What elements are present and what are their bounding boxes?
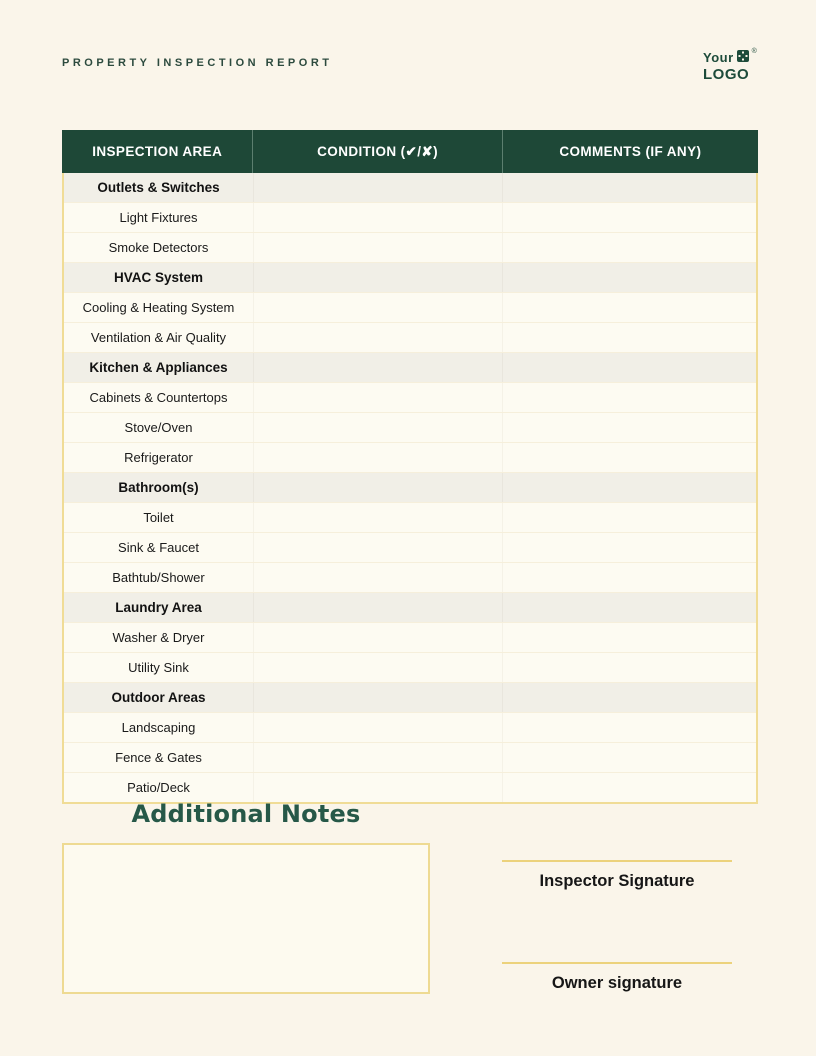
column-header-comments: COMMENTS (IF ANY) [502, 130, 758, 173]
inspection-area-cell: Landscaping [121, 720, 196, 735]
inspection-table [62, 130, 758, 804]
inspection-area-cell: Outlets & Switches [97, 180, 220, 195]
inspector-signature-block [502, 860, 732, 891]
comments-cell[interactable] [502, 173, 756, 202]
table-body [64, 173, 756, 802]
inspection-area-cell: Bathroom(s) [118, 480, 199, 495]
comments-cell[interactable] [502, 713, 756, 742]
condition-cell[interactable] [253, 323, 502, 352]
comments-cell[interactable] [502, 623, 756, 652]
condition-cell[interactable] [253, 563, 502, 592]
table-row [64, 443, 756, 473]
inspector-signature-label: Inspector Signature [539, 872, 695, 890]
report-title: PROPERTY INSPECTION REPORT [62, 57, 333, 69]
table-row [64, 293, 756, 323]
table-row [64, 263, 756, 293]
comments-cell[interactable] [502, 653, 756, 682]
table-row [64, 233, 756, 263]
comments-cell[interactable] [502, 263, 756, 292]
condition-cell[interactable] [253, 623, 502, 652]
table-row [64, 743, 756, 773]
inspection-area-cell: Patio/Deck [127, 780, 190, 795]
table-row [64, 413, 756, 443]
inspection-area-cell: Stove/Oven [124, 420, 193, 435]
table-row [64, 653, 756, 683]
comments-cell[interactable] [502, 503, 756, 532]
logo-text-your: Your [703, 50, 734, 65]
table-row [64, 773, 756, 802]
comments-cell[interactable] [502, 353, 756, 382]
comments-cell[interactable] [502, 593, 756, 622]
condition-cell[interactable] [253, 743, 502, 772]
pixel-flower-icon [737, 50, 749, 66]
table-row [64, 593, 756, 623]
comments-cell[interactable] [502, 533, 756, 562]
inspection-area-cell: Laundry Area [115, 600, 202, 615]
column-header-condition: CONDITION (✔/✘) [252, 130, 501, 173]
logo-text-logo: LOGO [703, 66, 750, 83]
logo [703, 50, 773, 82]
inspection-area-cell: Washer & Dryer [112, 630, 205, 645]
additional-notes-field[interactable] [62, 843, 430, 994]
table-row [64, 503, 756, 533]
inspection-area-cell: Refrigerator [124, 450, 193, 465]
condition-cell[interactable] [253, 593, 502, 622]
registered-mark: ® [751, 48, 757, 55]
table-row [64, 683, 756, 713]
comments-cell[interactable] [502, 233, 756, 262]
comments-cell[interactable] [502, 773, 756, 802]
condition-cell[interactable] [253, 473, 502, 502]
inspection-area-cell: Bathtub/Shower [112, 570, 205, 585]
owner-signature-label: Owner signature [551, 974, 683, 992]
condition-cell[interactable] [253, 413, 502, 442]
inspection-area-cell: Utility Sink [128, 660, 189, 675]
comments-cell[interactable] [502, 743, 756, 772]
condition-cell[interactable] [253, 353, 502, 382]
inspection-area-cell: Cooling & Heating System [82, 300, 235, 315]
condition-cell[interactable] [253, 683, 502, 712]
comments-cell[interactable] [502, 293, 756, 322]
condition-cell[interactable] [253, 713, 502, 742]
condition-cell[interactable] [253, 503, 502, 532]
table-row [64, 533, 756, 563]
table-row [64, 203, 756, 233]
comments-cell[interactable] [502, 413, 756, 442]
table-row [64, 563, 756, 593]
inspection-area-cell: HVAC System [113, 270, 204, 285]
condition-cell[interactable] [253, 443, 502, 472]
inspection-area-cell: Kitchen & Appliances [89, 360, 228, 375]
condition-cell[interactable] [253, 533, 502, 562]
condition-cell[interactable] [253, 773, 502, 802]
table-row [64, 383, 756, 413]
condition-cell[interactable] [253, 263, 502, 292]
table-row [64, 473, 756, 503]
table-row [64, 173, 756, 203]
inspector-signature-line[interactable] [502, 860, 732, 862]
column-header-inspection-area: INSPECTION AREA [92, 144, 223, 159]
table-row [64, 623, 756, 653]
inspection-area-cell: Smoke Detectors [108, 240, 209, 255]
additional-notes-heading: Additional Notes [131, 800, 361, 828]
inspection-area-cell: Cabinets & Countertops [89, 390, 228, 405]
comments-cell[interactable] [502, 323, 756, 352]
inspection-area-cell: Light Fixtures [119, 210, 198, 225]
inspection-area-cell: Sink & Faucet [118, 540, 199, 555]
table-row [64, 713, 756, 743]
comments-cell[interactable] [502, 203, 756, 232]
owner-signature-line[interactable] [502, 962, 732, 964]
condition-cell[interactable] [253, 233, 502, 262]
owner-signature-block [502, 962, 732, 993]
comments-cell[interactable] [502, 383, 756, 412]
inspection-area-cell: Fence & Gates [115, 750, 202, 765]
condition-cell[interactable] [253, 653, 502, 682]
table-row [64, 323, 756, 353]
condition-cell[interactable] [253, 383, 502, 412]
table-row [64, 353, 756, 383]
inspection-area-cell: Outdoor Areas [111, 690, 206, 705]
inspection-area-cell: Ventilation & Air Quality [90, 330, 227, 345]
comments-cell[interactable] [502, 473, 756, 502]
condition-cell[interactable] [253, 173, 502, 202]
condition-cell[interactable] [253, 293, 502, 322]
comments-cell[interactable] [502, 683, 756, 712]
comments-cell[interactable] [502, 443, 756, 472]
table-header-row [62, 130, 758, 173]
condition-cell[interactable] [253, 203, 502, 232]
inspection-area-cell: Toilet [143, 510, 174, 525]
comments-cell[interactable] [502, 563, 756, 592]
